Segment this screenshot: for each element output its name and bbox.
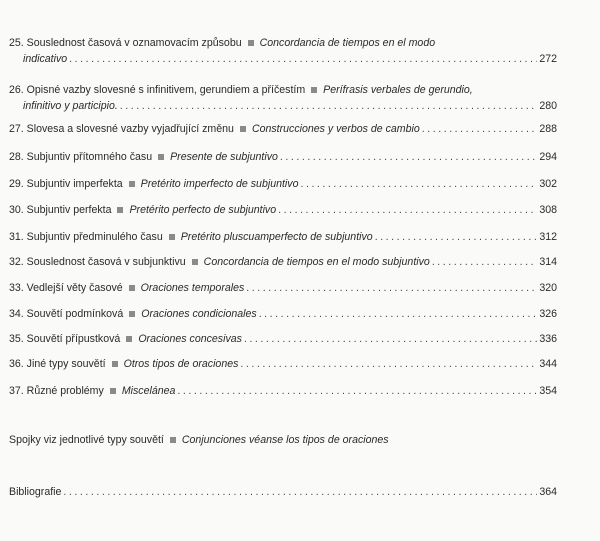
toc-line [9,122,557,136]
square-bullet-icon [117,207,123,213]
square-bullet-icon [240,126,246,132]
toc-entry [9,150,557,164]
toc-entry [9,307,557,321]
spanish-title-cont: indicativo [23,53,68,65]
conjunctions-note [9,433,557,447]
toc-entry [9,357,557,371]
toc-entry [9,230,557,244]
dot-leader [63,485,537,499]
czech-title: 30. Subjuntiv perfekta [9,204,112,216]
toc-line [9,307,557,321]
square-bullet-icon [158,154,164,160]
dot-leader [300,177,537,191]
toc-line [9,485,557,499]
toc-entry [9,384,557,398]
czech-title: 33. Vedlejší věty časové [9,282,123,294]
toc-line [9,384,557,398]
spanish-title: Construcciones y verbos de cambio [251,123,420,135]
toc-line [9,332,557,346]
dot-leader [244,332,537,346]
czech-title: 27. Slovesa a slovesné vazby vyjadřující změnu [9,123,234,135]
page-number: 320 [539,282,557,294]
square-bullet-icon [129,285,135,291]
page-number: 288 [539,123,557,135]
czech-title: 34. Souvětí podmínková [9,308,124,320]
dot-leader [246,281,537,295]
page-number: 308 [539,204,557,216]
toc-line [9,99,557,113]
spanish-title: Concordancia de tiempos en el modo [259,37,436,49]
square-bullet-icon [110,388,116,394]
toc-entry [9,122,557,136]
toc-entry [9,83,557,113]
toc-line [9,83,557,97]
toc-line [9,230,557,244]
czech-title: Spojky viz jednotlivé typy souvětí [9,434,164,446]
dot-leader [422,122,538,136]
bibliography-entry [9,485,557,499]
square-bullet-icon [311,87,317,93]
czech-title: 36. Jiné typy souvětí [9,358,106,370]
czech-title: 25. Souslednost časová v oznamovacím způsobu [9,37,242,49]
page-number: 314 [539,256,557,268]
spanish-title: Oraciones concesivas [138,333,242,345]
page-number: 272 [539,53,557,65]
spanish-title: Oraciones condicionales [141,308,257,320]
square-bullet-icon [170,437,176,443]
toc-line [9,150,557,164]
square-bullet-icon [248,40,254,46]
toc-entry [9,203,557,217]
dot-leader [259,307,538,321]
dot-leader [375,230,538,244]
spanish-title: Pretérito pluscuamperfecto de subjuntivo [180,231,373,243]
toc-line [9,357,557,371]
page-number: 294 [539,151,557,163]
page-number: 344 [539,358,557,370]
spanish-title: Pretérito imperfecto de subjuntivo [140,178,299,190]
square-bullet-icon [192,259,198,265]
dot-leader [432,255,538,269]
dot-leader [69,52,537,66]
square-bullet-icon [112,361,118,367]
toc-line [9,36,557,50]
toc-entry [9,281,557,295]
bibliography-label: Bibliografie [9,486,62,498]
toc-entry [9,255,557,269]
toc-entry [9,332,557,346]
dot-leader [278,203,537,217]
spanish-title: Pretérito perfecto de subjuntivo [129,204,277,216]
page-number: 280 [539,100,557,112]
czech-title: 31. Subjuntiv předminulého času [9,231,163,243]
page-number: 336 [539,333,557,345]
czech-title: 32. Souslednost časová v subjunktivu [9,256,186,268]
spanish-title: Presente de subjuntivo [170,151,278,163]
spanish-title: Conjunciones véanse los tipos de oraciones [181,434,389,446]
spanish-title-cont: infinitivo y participio. [23,100,118,112]
spanish-title: Perífrasis verbales de gerundio, [323,84,473,96]
square-bullet-icon [126,336,132,342]
dot-leader [280,150,537,164]
dot-leader [240,357,537,371]
toc-line [9,281,557,295]
spanish-title: Miscelánea [121,385,176,397]
czech-title: 29. Subjuntiv imperfekta [9,178,123,190]
toc-entry [9,36,557,66]
spanish-title: Otros tipos de oraciones [123,358,239,370]
toc-line [9,52,557,66]
square-bullet-icon [169,234,175,240]
page-number: 354 [539,385,557,397]
czech-title: 26. Opisné vazby slovesné s infinitivem, gerundiem a příčestím [9,84,306,96]
dot-leader [120,99,538,113]
page-number: 326 [539,308,557,320]
czech-title: 37. Různé problémy [9,385,104,397]
toc-line [9,433,557,447]
square-bullet-icon [129,181,135,187]
toc-line [9,177,557,191]
dot-leader [177,384,537,398]
page-number: 312 [539,231,557,243]
page-number: 364 [539,486,557,498]
toc-entry [9,177,557,191]
czech-title: 28. Subjuntiv přítomného času [9,151,153,163]
toc-line [9,203,557,217]
czech-title: 35. Souvětí přípustková [9,333,121,345]
spanish-title: Concordancia de tiempos en el modo subjuntivo [203,256,430,268]
spanish-title: Oraciones temporales [140,282,245,294]
page-number: 302 [539,178,557,190]
square-bullet-icon [129,311,135,317]
toc-line [9,255,557,269]
